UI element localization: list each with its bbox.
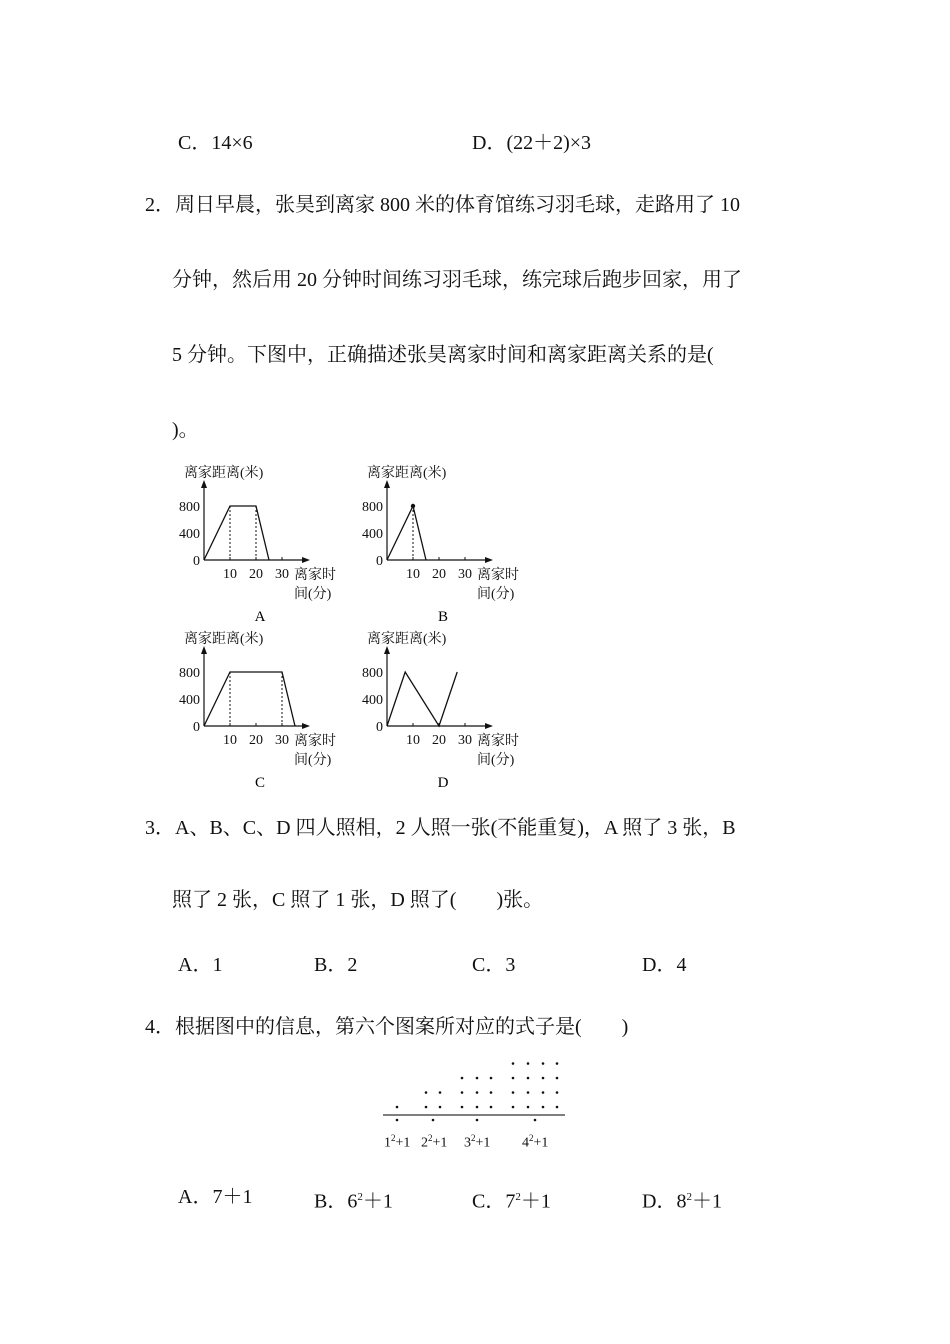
y-axis-arrow-icon	[201, 646, 207, 654]
base: 1	[384, 1135, 391, 1151]
y-tick-label: 0	[376, 554, 383, 569]
y-axis-label: 离家距离(米)	[367, 466, 447, 481]
q1-option-d: D．(22＋2)×3	[472, 132, 592, 154]
x-tick-label: 30	[458, 567, 472, 582]
q4-line: 4．根据图中的信息，第六个图案所对应的式子是( )	[145, 1016, 629, 1038]
pattern-dot	[476, 1091, 479, 1094]
pattern-dot	[512, 1077, 515, 1080]
data-line	[204, 672, 295, 726]
base: 4	[522, 1135, 529, 1151]
pattern-dot	[512, 1091, 515, 1094]
y-tick-label: 800	[362, 666, 383, 681]
x-axis-arrow-icon	[302, 723, 310, 729]
exponent: 2	[391, 1133, 396, 1143]
x-axis-arrow-icon	[485, 723, 493, 729]
pattern-dot	[527, 1062, 530, 1065]
pattern-extra-dot	[432, 1119, 435, 1122]
y-tick-label: 400	[179, 527, 200, 542]
x-axis-arrow-icon	[302, 557, 310, 563]
pattern-dot	[461, 1106, 464, 1109]
pattern-dot	[542, 1091, 545, 1094]
q2-line-2: 分钟，然后用 20 分钟时间练习羽毛球，练完球后跑步回家，用了	[172, 269, 742, 291]
pattern-dot	[527, 1091, 530, 1094]
pattern-dot	[425, 1106, 428, 1109]
pattern-dot	[512, 1106, 515, 1109]
chart-label: B	[437, 609, 449, 625]
rest: +1	[432, 1135, 448, 1151]
pattern-dot	[476, 1077, 479, 1080]
data-line	[387, 506, 426, 560]
rest: +1	[533, 1135, 549, 1151]
q2-line-3: 5 分钟。下图中，正确描述张昊离家时间和离家距离关系的是(	[172, 344, 714, 366]
y-tick-label: 800	[179, 500, 200, 515]
pattern-label-3	[464, 1126, 490, 1156]
pattern-dot	[527, 1077, 530, 1080]
pattern-dot	[512, 1062, 515, 1065]
y-axis-label: 离家距离(米)	[184, 632, 264, 647]
x-tick-label: 10	[406, 567, 420, 582]
q4-option-d	[642, 1185, 722, 1214]
chart-A	[179, 464, 336, 625]
text: D．8	[642, 1190, 687, 1213]
pattern-dot	[542, 1077, 545, 1080]
data-point	[411, 504, 415, 508]
pattern-extra-dot	[476, 1119, 479, 1122]
x-axis-label: 离家时	[294, 734, 336, 749]
y-axis-label: 离家距离(米)	[184, 466, 264, 481]
pattern-dot	[439, 1091, 442, 1094]
q3-line-1: 3．A、B、C、D 四人照相，2 人照一张(不能重复)，A 照了 3 张，B	[145, 817, 736, 839]
y-tick-label: 0	[193, 720, 200, 735]
data-line	[204, 506, 269, 560]
rest: ＋1	[362, 1190, 393, 1213]
rest: ＋1	[691, 1190, 722, 1213]
text: A．7＋1	[178, 1186, 253, 1208]
pattern-dot	[542, 1106, 545, 1109]
exponent: 2	[471, 1133, 476, 1143]
base: 2	[421, 1135, 428, 1151]
x-axis-label: 间(分)	[477, 753, 515, 768]
pattern-dot	[527, 1106, 530, 1109]
exponent: 2	[686, 1191, 692, 1203]
pattern-dot	[542, 1062, 545, 1065]
pattern-extra-dot	[396, 1119, 399, 1122]
q3-option-b: B．2	[314, 954, 358, 976]
pattern-dot	[556, 1091, 559, 1094]
x-axis-label: 间(分)	[294, 753, 332, 768]
x-tick-label: 20	[432, 733, 446, 748]
x-tick-label: 20	[249, 567, 263, 582]
y-axis-arrow-icon	[384, 480, 390, 488]
x-tick-label: 30	[275, 567, 289, 582]
q3-option-a: A．1	[178, 954, 223, 976]
text: C．7	[472, 1190, 516, 1213]
pattern-dot	[556, 1106, 559, 1109]
pattern-dot	[556, 1062, 559, 1065]
chart-B	[362, 464, 519, 625]
q3-option-d: D．4	[642, 954, 687, 976]
y-tick-label: 800	[179, 666, 200, 681]
q3-option-c: C．3	[472, 954, 516, 976]
pattern-extra-dot	[534, 1119, 537, 1122]
rest: ＋1	[520, 1190, 551, 1213]
q1-option-c: C．14×6	[178, 132, 253, 154]
y-axis-arrow-icon	[201, 480, 207, 488]
y-axis-label: 离家距离(米)	[367, 632, 447, 647]
y-tick-label: 0	[376, 720, 383, 735]
q4-option-b	[314, 1185, 393, 1214]
y-tick-label: 400	[179, 693, 200, 708]
base: 3	[464, 1135, 471, 1151]
x-tick-label: 20	[432, 567, 446, 582]
exponent: 2	[515, 1191, 521, 1203]
q4-option-c	[472, 1185, 551, 1214]
y-axis-arrow-icon	[384, 646, 390, 654]
x-tick-label: 30	[275, 733, 289, 748]
x-tick-label: 20	[249, 733, 263, 748]
pattern-dot	[425, 1091, 428, 1094]
x-axis-arrow-icon	[485, 557, 493, 563]
q2-line-1: 2．周日早晨，张昊到离家 800 米的体育馆练习羽毛球，走路用了 10	[145, 194, 740, 216]
pattern-label-4	[522, 1126, 548, 1156]
text: B．6	[314, 1190, 358, 1213]
x-tick-label: 30	[458, 733, 472, 748]
pattern-label-2	[421, 1126, 447, 1156]
pattern-dot	[476, 1106, 479, 1109]
rest: +1	[395, 1135, 411, 1151]
y-tick-label: 400	[362, 693, 383, 708]
chart-D	[362, 630, 519, 791]
exponent: 2	[428, 1133, 433, 1143]
rest: +1	[475, 1135, 491, 1151]
pattern-dot	[556, 1077, 559, 1080]
pattern-dot	[490, 1106, 493, 1109]
x-tick-label: 10	[223, 567, 237, 582]
pattern-dot	[490, 1077, 493, 1080]
y-tick-label: 0	[193, 554, 200, 569]
chart-label: A	[254, 609, 266, 625]
data-line	[387, 672, 457, 726]
x-axis-label: 间(分)	[477, 587, 515, 602]
x-tick-label: 10	[223, 733, 237, 748]
y-tick-label: 800	[362, 500, 383, 515]
y-tick-label: 400	[362, 527, 383, 542]
q4-option-a	[178, 1185, 252, 1209]
pattern-label-1	[384, 1126, 410, 1156]
chart-label: D	[437, 775, 449, 791]
x-axis-label: 离家时	[294, 568, 336, 583]
x-axis-label: 离家时	[477, 734, 519, 749]
pattern-dot	[396, 1106, 399, 1109]
pattern-dot	[461, 1077, 464, 1080]
x-axis-label: 离家时	[477, 568, 519, 583]
x-tick-label: 10	[406, 733, 420, 748]
q3-line-2: 照了 2 张，C 照了 1 张，D 照了( )张。	[172, 889, 544, 911]
x-axis-label: 间(分)	[294, 587, 332, 602]
chart-label: C	[254, 775, 266, 791]
pattern-dot	[461, 1091, 464, 1094]
pattern-dot	[490, 1091, 493, 1094]
q2-line-4: )。	[172, 419, 199, 441]
exponent: 2	[357, 1191, 363, 1203]
chart-C	[179, 630, 336, 791]
exponent: 2	[529, 1133, 534, 1143]
pattern-dot	[439, 1106, 442, 1109]
